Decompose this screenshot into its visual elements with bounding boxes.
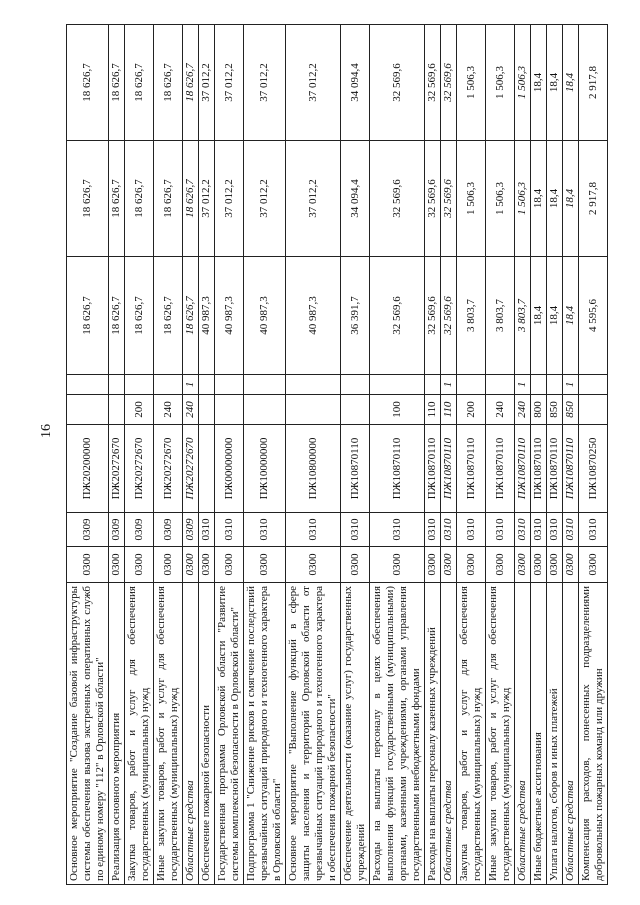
section-code: 0310 <box>515 513 531 547</box>
table-row <box>244 25 286 885</box>
amount-year-3: 18 626,7 <box>183 25 199 141</box>
amount-year-2: 18,4 <box>563 141 579 257</box>
amount-year-2: 18 626,7 <box>125 141 154 257</box>
table-row <box>125 25 154 885</box>
section-code: 0310 <box>215 513 244 547</box>
funding-mark: 1 <box>183 375 199 395</box>
grbs-code: 0300 <box>215 547 244 583</box>
amount-year-2: 37 012,2 <box>244 141 286 257</box>
amount-year-2: 2 917,8 <box>579 141 608 257</box>
expense-type-code: 200 <box>457 395 486 425</box>
amount-year-1: 18,4 <box>563 257 579 375</box>
funding-mark <box>244 375 286 395</box>
section-code: 0309 <box>154 513 183 547</box>
amount-year-1: 36 391,7 <box>341 257 370 375</box>
amount-year-3: 18 626,7 <box>125 25 154 141</box>
funding-mark: 1 <box>515 375 531 395</box>
amount-year-3: 34 094,4 <box>341 25 370 141</box>
grbs-code: 0300 <box>515 547 531 583</box>
table-row <box>154 25 183 885</box>
amount-year-3: 2 917,8 <box>579 25 608 141</box>
funding-mark <box>199 375 215 395</box>
expense-type-code <box>67 395 109 425</box>
target-article-code: ПЖ10000000 <box>244 425 286 513</box>
amount-year-2: 1 506,3 <box>457 141 486 257</box>
expense-type-code: 800 <box>531 395 547 425</box>
amount-year-3: 1 506,3 <box>515 25 531 141</box>
amount-year-3: 18,4 <box>563 25 579 141</box>
grbs-code: 0300 <box>199 547 215 583</box>
expense-type-code <box>341 395 370 425</box>
amount-year-3: 18 626,7 <box>109 25 125 141</box>
table-row <box>515 25 531 885</box>
target-article-code: ПЖ10870110 <box>547 425 563 513</box>
amount-year-1: 40 987,3 <box>215 257 244 375</box>
amount-year-1: 4 595,6 <box>579 257 608 375</box>
section-code: 0310 <box>563 513 579 547</box>
target-article-code: ПЖ10870110 <box>515 425 531 513</box>
amount-year-2: 18,4 <box>531 141 547 257</box>
row-name: Областные средства <box>563 583 579 885</box>
amount-year-1: 40 987,3 <box>244 257 286 375</box>
table-row <box>215 25 244 885</box>
table-row <box>341 25 370 885</box>
funding-mark <box>547 375 563 395</box>
funding-mark <box>154 375 183 395</box>
expense-type-code <box>244 395 286 425</box>
section-code: 0309 <box>67 513 109 547</box>
row-name: Подпрограмма 1 "Снижение рисков и смягчение последствий чрезвычайных ситуаций природного и техногенного характера в Орловской области" <box>244 583 286 885</box>
amount-year-2: 1 506,3 <box>515 141 531 257</box>
amount-year-2: 18,4 <box>547 141 563 257</box>
amount-year-2: 18 626,7 <box>67 141 109 257</box>
grbs-code: 0300 <box>457 547 486 583</box>
expense-type-code: 240 <box>183 395 199 425</box>
funding-mark <box>457 375 486 395</box>
amount-year-3: 37 012,2 <box>244 25 286 141</box>
grbs-code: 0300 <box>563 547 579 583</box>
row-name: Областные средства <box>441 583 457 885</box>
amount-year-1: 40 987,3 <box>286 257 341 375</box>
row-name: Иные бюджетные ассигнования <box>531 583 547 885</box>
table-row <box>563 25 579 885</box>
grbs-code: 0300 <box>547 547 563 583</box>
amount-year-1: 3 803,7 <box>515 257 531 375</box>
funding-mark <box>486 375 515 395</box>
section-code: 0310 <box>370 513 425 547</box>
grbs-code: 0300 <box>183 547 199 583</box>
target-article-code: ПЖ10870110 <box>441 425 457 513</box>
expense-type-code <box>109 395 125 425</box>
table-row <box>183 25 199 885</box>
table-row <box>531 25 547 885</box>
target-article-code: ПЖ10870110 <box>370 425 425 513</box>
amount-year-1: 18 626,7 <box>109 257 125 375</box>
amount-year-1: 32 569,6 <box>425 257 441 375</box>
target-article-code: ПЖ10870110 <box>563 425 579 513</box>
amount-year-3: 37 012,2 <box>286 25 341 141</box>
row-name: Иные закупки товаров, работ и услуг для обеспечения государственных (муниципальных) нужд <box>486 583 515 885</box>
target-article-code: ПЖ20272670 <box>183 425 199 513</box>
grbs-code: 0300 <box>67 547 109 583</box>
table-row <box>286 25 341 885</box>
row-name: Расходы на выплаты персоналу казенных учреждений <box>425 583 441 885</box>
amount-year-3: 18 626,7 <box>67 25 109 141</box>
row-name: Компенсация расходов, понесенных подразделениями добровольных пожарных команд или дружин <box>579 583 608 885</box>
amount-year-3: 18,4 <box>547 25 563 141</box>
expense-type-code <box>579 395 608 425</box>
funding-mark <box>67 375 109 395</box>
row-name: Закупка товаров, работ и услуг для обеспечения государственных (муниципальных) нужд <box>457 583 486 885</box>
row-name: Основное мероприятие "Выполнение функций в сфере защиты населения и территорий Орловской области от чрезвычайных ситуаций природного и техногенного характера и обеспечения пожарной безопасности" <box>286 583 341 885</box>
row-name: Обеспечение пожарной безопасности <box>199 583 215 885</box>
target-article-code: ПЖ10870110 <box>531 425 547 513</box>
grbs-code: 0300 <box>579 547 608 583</box>
amount-year-1: 40 987,3 <box>199 257 215 375</box>
section-code: 0310 <box>341 513 370 547</box>
section-code: 0310 <box>547 513 563 547</box>
amount-year-1: 18 626,7 <box>125 257 154 375</box>
target-article-code: ПЖ00000000 <box>215 425 244 513</box>
row-name: Расходы на выплаты персоналу в целях обеспечения выполнения функций государственными (муниципальными) органами, казенными учреждениями, органами управления государственными внебюджетными фондами <box>370 583 425 885</box>
amount-year-2: 37 012,2 <box>199 141 215 257</box>
amount-year-2: 37 012,2 <box>215 141 244 257</box>
table-row <box>486 25 515 885</box>
amount-year-2: 32 569,6 <box>441 141 457 257</box>
funding-mark <box>125 375 154 395</box>
amount-year-2: 32 569,6 <box>370 141 425 257</box>
expense-type-code: 240 <box>515 395 531 425</box>
expense-type-code: 240 <box>486 395 515 425</box>
target-article-code <box>199 425 215 513</box>
grbs-code: 0300 <box>109 547 125 583</box>
row-name: Закупка товаров, работ и услуг для обеспечения государственных (муниципальных) нужд <box>125 583 154 885</box>
funding-mark <box>341 375 370 395</box>
funding-mark <box>531 375 547 395</box>
section-code: 0310 <box>457 513 486 547</box>
expense-type-code: 110 <box>425 395 441 425</box>
expense-type-code: 110 <box>441 395 457 425</box>
amount-year-2: 18 626,7 <box>154 141 183 257</box>
amount-year-1: 18,4 <box>531 257 547 375</box>
amount-year-1: 18 626,7 <box>67 257 109 375</box>
amount-year-2: 1 506,3 <box>486 141 515 257</box>
section-code: 0310 <box>531 513 547 547</box>
section-code: 0310 <box>244 513 286 547</box>
table-row <box>199 25 215 885</box>
row-name: Областные средства <box>515 583 531 885</box>
table-row <box>370 25 425 885</box>
target-article-code: ПЖ10870110 <box>457 425 486 513</box>
expense-type-code: 850 <box>547 395 563 425</box>
amount-year-1: 3 803,7 <box>486 257 515 375</box>
amount-year-1: 18,4 <box>547 257 563 375</box>
amount-year-2: 18 626,7 <box>109 141 125 257</box>
funding-mark: 1 <box>563 375 579 395</box>
amount-year-1: 32 569,6 <box>370 257 425 375</box>
section-code: 0309 <box>183 513 199 547</box>
grbs-code: 0300 <box>441 547 457 583</box>
expense-type-code: 240 <box>154 395 183 425</box>
page-number: 16 <box>39 424 54 438</box>
grbs-code: 0300 <box>125 547 154 583</box>
amount-year-3: 37 012,2 <box>215 25 244 141</box>
amount-year-3: 32 569,6 <box>425 25 441 141</box>
rotated-table-wrapper <box>66 25 608 885</box>
target-article-code: ПЖ10870110 <box>486 425 515 513</box>
amount-year-3: 1 506,3 <box>457 25 486 141</box>
amount-year-2: 18 626,7 <box>183 141 199 257</box>
row-name: Основное мероприятие "Создание базовой инфраструктуры системы обеспечения вызова экстренных оперативных служб по единому номеру "112" в Орловской области" <box>67 583 109 885</box>
row-name: Иные закупки товаров, работ и услуг для обеспечения государственных (муниципальных) нужд <box>154 583 183 885</box>
expense-type-code: 200 <box>125 395 154 425</box>
row-name: Обеспечение деятельности (оказание услуг) государственных учреждений <box>341 583 370 885</box>
table-row <box>579 25 608 885</box>
table-row <box>109 25 125 885</box>
amount-year-3: 37 012,2 <box>199 25 215 141</box>
target-article-code: ПЖ20200000 <box>67 425 109 513</box>
amount-year-2: 34 094,4 <box>341 141 370 257</box>
expense-type-code: 100 <box>370 395 425 425</box>
funding-mark <box>425 375 441 395</box>
target-article-code: ПЖ10870250 <box>579 425 608 513</box>
grbs-code: 0300 <box>425 547 441 583</box>
amount-year-1: 3 803,7 <box>457 257 486 375</box>
target-article-code: ПЖ10800000 <box>286 425 341 513</box>
grbs-code: 0300 <box>486 547 515 583</box>
target-article-code: ПЖ10870110 <box>341 425 370 513</box>
funding-mark <box>215 375 244 395</box>
amount-year-1: 18 626,7 <box>154 257 183 375</box>
table-row <box>67 25 109 885</box>
amount-year-2: 37 012,2 <box>286 141 341 257</box>
row-name: Государственная программа Орловской области "Развитие системы комплексной безопасности в Орловской области" <box>215 583 244 885</box>
amount-year-1: 32 569,6 <box>441 257 457 375</box>
grbs-code: 0300 <box>286 547 341 583</box>
grbs-code: 0300 <box>341 547 370 583</box>
funding-mark: 1 <box>441 375 457 395</box>
section-code: 0309 <box>109 513 125 547</box>
expense-type-code <box>215 395 244 425</box>
section-code: 0310 <box>486 513 515 547</box>
expense-type-code: 850 <box>563 395 579 425</box>
table-row <box>425 25 441 885</box>
grbs-code: 0300 <box>370 547 425 583</box>
section-code: 0310 <box>441 513 457 547</box>
target-article-code: ПЖ20272670 <box>125 425 154 513</box>
amount-year-3: 1 506,3 <box>486 25 515 141</box>
amount-year-1: 18 626,7 <box>183 257 199 375</box>
section-code: 0310 <box>286 513 341 547</box>
grbs-code: 0300 <box>154 547 183 583</box>
amount-year-2: 32 569,6 <box>425 141 441 257</box>
amount-year-3: 32 569,6 <box>370 25 425 141</box>
row-name: Областные средства <box>183 583 199 885</box>
target-article-code: ПЖ20272670 <box>154 425 183 513</box>
section-code: 0310 <box>199 513 215 547</box>
grbs-code: 0300 <box>244 547 286 583</box>
grbs-code: 0300 <box>531 547 547 583</box>
funding-mark <box>370 375 425 395</box>
amount-year-3: 18 626,7 <box>154 25 183 141</box>
amount-year-3: 32 569,6 <box>441 25 457 141</box>
target-article-code: ПЖ10870110 <box>425 425 441 513</box>
section-code: 0309 <box>125 513 154 547</box>
amount-year-3: 18,4 <box>531 25 547 141</box>
funding-mark <box>109 375 125 395</box>
expense-type-code <box>286 395 341 425</box>
funding-mark <box>286 375 341 395</box>
table-row <box>457 25 486 885</box>
row-name: Уплата налогов, сборов и иных платежей <box>547 583 563 885</box>
expense-type-code <box>199 395 215 425</box>
table-row <box>547 25 563 885</box>
budget-table <box>66 24 608 885</box>
section-code: 0310 <box>425 513 441 547</box>
row-name: Реализация основного мероприятия <box>109 583 125 885</box>
funding-mark <box>579 375 608 395</box>
table-row <box>441 25 457 885</box>
section-code: 0310 <box>579 513 608 547</box>
target-article-code: ПЖ20272670 <box>109 425 125 513</box>
table-body <box>67 25 608 885</box>
